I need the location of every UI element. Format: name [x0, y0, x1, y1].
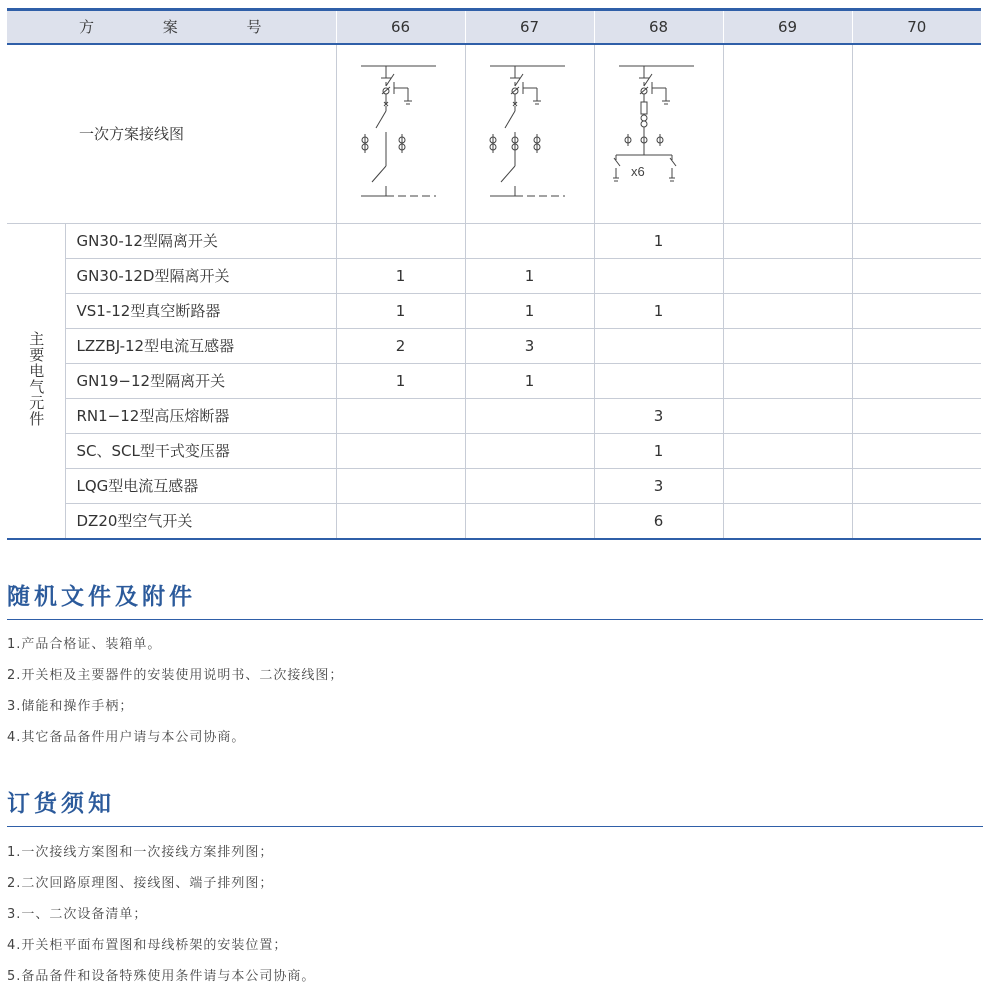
scheme-col-68: 68: [594, 10, 723, 44]
list-item: 2.开关柜及主要器件的安装使用说明书、二次接线图；: [7, 668, 344, 683]
qty-cell: [723, 328, 852, 363]
component-name: GN19−12型隔离开关: [65, 363, 336, 398]
list-item: 3.储能和操作手柄；: [7, 699, 134, 714]
qty-cell: 1: [465, 258, 594, 293]
diagram-cell-66: [336, 44, 465, 224]
qty-cell: [852, 258, 981, 293]
qty-cell: [723, 433, 852, 468]
component-name: DZ20型空气开关: [65, 503, 336, 539]
component-name: LZZBJ-12型电流互感器: [65, 328, 336, 363]
qty-cell: [336, 223, 465, 258]
diagram-row: [7, 44, 981, 224]
list-item: 4.其它备品备件用户请与本公司协商。: [7, 730, 246, 745]
qty-cell: [852, 293, 981, 328]
diagram-row-label: 一次方案接线图: [7, 44, 336, 224]
qty-cell: [465, 503, 594, 539]
qty-cell: [723, 468, 852, 503]
component-name: LQG型电流互感器: [65, 468, 336, 503]
scheme-table: [7, 8, 981, 540]
component-name: GN30-12D型隔离开关: [65, 258, 336, 293]
scheme-col-67: 67: [465, 10, 594, 44]
qty-cell: [723, 398, 852, 433]
qty-cell: [594, 363, 723, 398]
diagram-multiplier-label: x6: [630, 163, 645, 179]
qty-cell: 1: [465, 293, 594, 328]
scheme-col-66: 66: [336, 10, 465, 44]
component-name: VS1-12型真空断路器: [65, 293, 336, 328]
qty-cell: [465, 433, 594, 468]
table-row: [7, 503, 981, 539]
qty-cell: [723, 503, 852, 539]
accessories-title: 随机文件及附件: [7, 578, 983, 620]
component-name: RN1−12型高压熔断器: [65, 398, 336, 433]
qty-cell: [723, 363, 852, 398]
qty-cell: [852, 363, 981, 398]
qty-cell: 1: [336, 363, 465, 398]
group-label-cell: [7, 223, 65, 539]
qty-cell: [336, 468, 465, 503]
component-name: SC、SCL型干式变压器: [65, 433, 336, 468]
qty-cell: [465, 398, 594, 433]
table-row: [7, 398, 981, 433]
qty-cell: 1: [594, 293, 723, 328]
table-row: [7, 433, 981, 468]
table-header-row: [7, 10, 981, 44]
list-item: 1.一次接线方案图和一次接线方案排列图；: [7, 845, 274, 860]
table-row: [7, 328, 981, 363]
table-row: [7, 223, 981, 258]
qty-cell: 2: [336, 328, 465, 363]
diagram-cell-67: [465, 44, 594, 224]
qty-cell: [336, 503, 465, 539]
list-item: 1.产品合格证、装箱单。: [7, 637, 162, 652]
qty-cell: [336, 433, 465, 468]
qty-cell: [465, 223, 594, 258]
list-item: 3.一、二次设备清单；: [7, 907, 148, 922]
qty-cell: 3: [594, 468, 723, 503]
qty-cell: [336, 398, 465, 433]
scheme-number-header: 方 案 号: [7, 10, 336, 44]
table-row: [7, 468, 981, 503]
qty-cell: [852, 328, 981, 363]
qty-cell: 1: [336, 258, 465, 293]
table-row: [7, 293, 981, 328]
accessories-list: [7, 629, 343, 753]
qty-cell: [852, 433, 981, 468]
qty-cell: 1: [336, 293, 465, 328]
qty-cell: [852, 398, 981, 433]
component-name: GN30-12型隔离开关: [65, 223, 336, 258]
table-row: [7, 258, 981, 293]
scheme-col-69: 69: [723, 10, 852, 44]
diagram-cell-70: [852, 44, 981, 224]
scheme-col-70: 70: [852, 10, 981, 44]
qty-cell: [594, 328, 723, 363]
diagram-cell-68: [594, 44, 723, 224]
qty-cell: [852, 468, 981, 503]
table-row: [7, 363, 981, 398]
list-item: 4.开关柜平面布置图和母线桥架的安装位置；: [7, 938, 288, 953]
ordering-title: 订货须知: [7, 785, 983, 827]
qty-cell: 1: [465, 363, 594, 398]
qty-cell: 1: [594, 433, 723, 468]
wiring-diagram-66: [346, 54, 456, 214]
diagram-cell-69: [723, 44, 852, 224]
qty-cell: [465, 468, 594, 503]
qty-cell: 6: [594, 503, 723, 539]
qty-cell: 3: [594, 398, 723, 433]
qty-cell: [723, 258, 852, 293]
ordering-list: [7, 837, 315, 992]
qty-cell: [852, 503, 981, 539]
qty-cell: [594, 258, 723, 293]
qty-cell: [723, 223, 852, 258]
list-item: 2.二次回路原理图、接线图、端子排列图；: [7, 876, 274, 891]
qty-cell: 1: [594, 223, 723, 258]
wiring-diagram-67: [475, 54, 585, 214]
qty-cell: 3: [465, 328, 594, 363]
qty-cell: [852, 223, 981, 258]
list-item: 5.备品备件和设备特殊使用条件请与本公司协商。: [7, 969, 316, 984]
qty-cell: [723, 293, 852, 328]
wiring-diagram-68: [604, 54, 714, 214]
group-label: 主要电气元件: [27, 330, 46, 427]
